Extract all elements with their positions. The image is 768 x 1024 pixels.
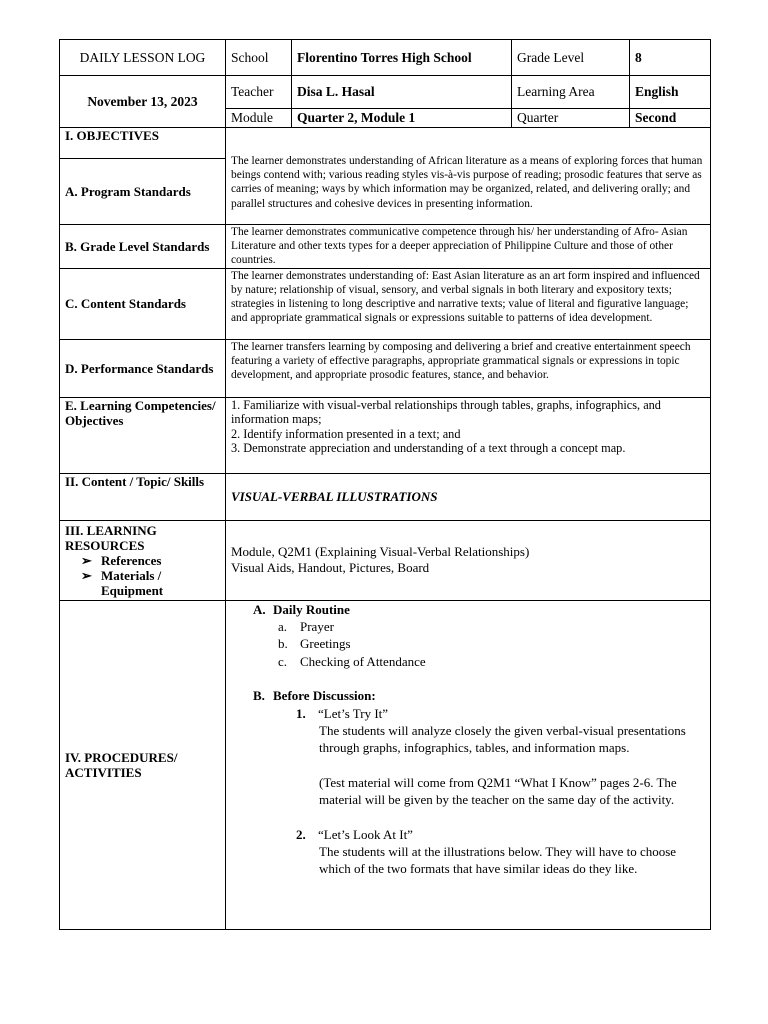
competencies-list: [226, 397, 711, 473]
resource-references-item: [81, 553, 220, 568]
section-b-title: Before Discussion:: [273, 688, 376, 704]
section-a-heading: A. Daily Routine: [253, 601, 350, 617]
learning-resources-cell: [60, 520, 226, 600]
quarter-value: Second: [630, 109, 711, 128]
quarter-label: Quarter: [512, 109, 630, 128]
procedures-content: [226, 600, 711, 929]
grade-level-value: 8: [630, 40, 711, 76]
performance-standards-row: [60, 339, 711, 397]
lesson-log-table: [59, 39, 711, 930]
grade-standards-text: The learner demonstrates communicative competence through his/ her understanding of Afro- Asian Literature and other texts types for a deeper appreciation of Philippine Culture and those of other countries.: [226, 225, 711, 269]
teacher-value: Disa L. Hasal: [292, 76, 512, 109]
references-label: References: [101, 552, 162, 568]
materials-label: Materials / Equipment: [101, 567, 164, 598]
arrow-bullet-icon: ➢: [81, 552, 92, 568]
section-a-title: Daily Routine: [273, 601, 350, 617]
school-value: Florentino Torres High School: [292, 40, 512, 76]
competency-item: 2. Identify information presented in a text; and: [231, 426, 461, 441]
learning-area-label: Learning Area: [512, 76, 630, 109]
objectives-heading: I. OBJECTIVES: [60, 128, 226, 159]
competencies-label: E. Learning Competencies/ Objectives: [60, 397, 226, 473]
routine-item: b. Greetings: [278, 636, 351, 652]
resources-values: [226, 520, 711, 600]
performance-standards-label: D. Performance Standards: [60, 339, 226, 397]
activity-1-heading: 1. “Let’s Try It”: [296, 705, 389, 721]
content-topic-value: VISUAL-VERBAL ILLUSTRATIONS: [226, 473, 711, 520]
header-row-teacher: [60, 76, 711, 109]
procedures-label: IV. PROCEDURES/ ACTIVITIES: [60, 600, 226, 929]
routine-item: a. Prayer: [278, 619, 334, 635]
content-topic-label: II. Content / Topic/ Skills: [60, 473, 226, 520]
learning-area-value: English: [630, 76, 711, 109]
content-standards-text: The learner demonstrates understanding of: East Asian literature as an art form inspired and influenced by nature; relationship of visual, sensory, and verbal signals in both literary and expository texts; strategies in listening to long descriptive and narrative texts; value of literal and figurative language; and appropriate grammatical signals or expressions suitable to patterns of idea development.: [226, 268, 711, 339]
section-b-heading: B. Before Discussion:: [253, 688, 376, 704]
performance-standards-text: The learner transfers learning by composing and delivering a brief and creative entertainment speech featuring a variety of effective paragraphs, appropriate grammatical signals or expressions in topic development, and appropriate prosodic features, stance, and behavior.: [226, 339, 711, 397]
school-label: School: [226, 40, 292, 76]
log-title: DAILY LESSON LOG: [60, 40, 226, 76]
activity-1-title: “Let’s Try It”: [318, 705, 389, 721]
header-row-school: [60, 40, 711, 76]
grade-level-label: Grade Level: [512, 40, 630, 76]
activity-1-text: The students will analyze closely the given verbal-visual presentations through graphs, infographics, tables, and information maps.: [319, 723, 686, 756]
activity-2-heading: 2. “Let’s Look At It”: [296, 826, 413, 842]
competencies-row: [60, 397, 711, 473]
learning-resources-label: III. LEARNING RESOURCES: [65, 522, 157, 553]
module-label: Module: [226, 109, 292, 128]
teacher-label: Teacher: [226, 76, 292, 109]
objectives-heading-row: [60, 128, 711, 159]
program-standards-text: The learner demonstrates understanding of African literature as a means of exploring forces that human beings contend with; various reading styles vis-à-vis purpose of reading; prosodic features that serve as carries of meaning; ways by which information may be organized, related, and delivering orally; and parallel structures and cohesive devices in presenting information.: [226, 128, 711, 225]
module-value: Quarter 2, Module 1: [292, 109, 512, 128]
activity-2-title: “Let’s Look At It”: [318, 826, 413, 842]
learning-resources-row: [60, 520, 711, 600]
lesson-date: November 13, 2023: [60, 76, 226, 128]
content-standards-label: C. Content Standards: [60, 268, 226, 339]
program-standards-label: A. Program Standards: [60, 159, 226, 225]
activity-1-note: (Test material will come from Q2M1 “What I Know” pages 2-6. The material will be given by the teacher on the same day of the activity.: [319, 774, 677, 808]
competency-item: 3. Demonstrate appreciation and understanding of a text through a concept map.: [231, 441, 626, 456]
arrow-bullet-icon: ➢: [81, 567, 92, 583]
competency-item: 1. Familiarize with visual-verbal relationships through tables, graphs, infographics, and information maps;: [231, 397, 661, 427]
grade-standards-row: [60, 225, 711, 269]
routine-item: c. Checking of Attendance: [278, 653, 426, 669]
procedures-row: [60, 600, 711, 929]
content-standards-row: [60, 268, 711, 339]
activity-2-text: The students will at the illustrations below. They will have to choose which of the two formats that have similar ideas do they like.: [319, 844, 677, 877]
content-topic-row: [60, 473, 711, 520]
resource-materials-item: [81, 568, 220, 598]
grade-standards-label: B. Grade Level Standards: [60, 225, 226, 269]
references-value: Module, Q2M1 (Explaining Visual-Verbal Relationships): [231, 543, 530, 559]
materials-value: Visual Aids, Handout, Pictures, Board: [231, 560, 430, 576]
